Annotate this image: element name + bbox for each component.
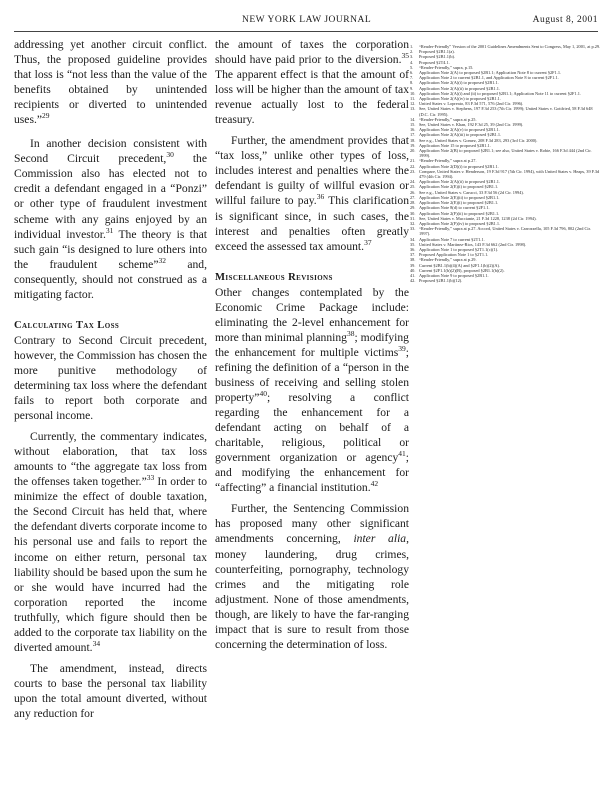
endnote-text: “Reader-Friendly,” supra at p.27. Accord, United States v. Carrozzella, 105 F.3d 796, 802 (2nd Cir. 1997). [419, 226, 591, 237]
article-column-1 [14, 37, 207, 721]
endnote-number: 27. [410, 194, 416, 200]
endnote-number: 11. [410, 96, 416, 102]
endnote-number: 3. [410, 54, 414, 60]
endnote-text: Application Note 2(E)(i) to proposed §2B1.1. [419, 184, 499, 190]
endnote-text: Application Note 2(E)(i) to proposed §2B1.1. [419, 200, 499, 206]
endnote-text: Application Note 9 to proposed §2B1.1. [419, 272, 489, 278]
endnote-text: Application Note 8(d) to current §2F1.1. [419, 205, 490, 211]
endnote-number: 32. [410, 220, 416, 226]
endnote-number: 7. [410, 75, 414, 81]
endnote-item [410, 226, 602, 236]
header-rule [14, 31, 598, 32]
endnote-text: See e.g., United States v. Carucci, 33 F.3d 56 (2d Cir. 1994). [419, 189, 524, 195]
endnote-text: “Reader-Friendly,” supra at p.27. [419, 158, 477, 164]
paragraph: The amendment, instead, directs courts to base the personal tax liability upon the total amount diverted, without any reduction for [14, 661, 207, 720]
endnote-number: 30. [410, 210, 416, 216]
endnote-number: 23. [410, 168, 416, 174]
endnote-number: 16. [410, 127, 416, 133]
endnote-text: Application Note 2(F)(ii) to proposed §2B1.1. [419, 210, 500, 216]
endnote-number: 35. [410, 241, 416, 247]
paragraph: Further, the amendment provides that “tax loss,” unlike other types of loss, includes interest and penalties where the defendant is guilty of willful evasion or willful failure to pay.$^{36}$ This clarification is significant since, in such cases, the interest and penalties often greatly exceed the assessed tax amount.$^{37}$ [215, 134, 409, 253]
endnote-number: 15. [410, 122, 416, 128]
endnote-number: 34. [410, 236, 416, 242]
endnote-text: See, United States v. Mucciante, 21 F.3d 1228, 1238 (2d Cir. 1994). [419, 215, 537, 221]
page-header [14, 7, 598, 27]
endnote-number: 5. [410, 64, 414, 70]
endnote-text: Application Note 2(A)(iii) to proposed §2B1.1. [419, 132, 502, 138]
article-column-2 [215, 37, 409, 652]
endnote-text: “Reader-Friendly,” supra, p.15. [419, 64, 474, 70]
endnote-number: 4. [410, 59, 414, 65]
endnote-number: 31. [410, 215, 416, 221]
paragraph: Contrary to Second Circuit precedent, however, the Commission has chosen the more punitive methodology of determining tax loss where the defendant fails to report both corporate and personal income. [14, 333, 207, 423]
endnote-text: Compare, United States v. Henderson, 19 F.3d 917 (5th Cir. 1994), with United States v. Heaps, 39 F.3d 479 (4th Cir. 1994). [419, 168, 600, 180]
endnote-text: Application Note 2(A)(ii) to proposed §2B1.1. [419, 179, 500, 185]
endnote-number: 25. [410, 184, 416, 190]
endnote-text: Proposed Application Note 1 to §2T1.1. [419, 252, 489, 258]
endnote-text: United States v. Martinez-Rios, 143 F.3d 662 (2nd Cir. 1998). [419, 241, 527, 247]
endnote-text: Proposed §2T4.1. [419, 59, 450, 65]
endnote-text: “Reader-Friendly,” supra at p.25. [419, 116, 477, 122]
endnote-text: Proposed §2B1.1(b)(12). [419, 278, 463, 284]
endnote-text: Application Note 2(D)(i) to proposed §2B1.1. [419, 163, 499, 169]
section-heading: Calculating Tax Loss [14, 319, 120, 331]
endnote-number: 42. [410, 278, 416, 284]
endnote-text: Current §2B1.1(b)(4)(A) and §2F1.1(b)(2)(A). [419, 262, 501, 268]
endnote-number: 1. [410, 44, 414, 49]
endnote-text: Proposed §2B1.1(b). [419, 54, 456, 60]
endnote-item [410, 106, 602, 116]
endnote-number: 39. [410, 262, 416, 268]
endnote-item [410, 148, 602, 158]
endnote-number: 9. [410, 85, 414, 91]
endnote-number: 33. [410, 226, 416, 232]
endnote-text: Application Note 2(A)(iv) to proposed §2B1.1. [419, 96, 501, 102]
endnote-number: 19. [410, 142, 416, 148]
endnote-text: See e.g., United States v. Gomez, 208 F.3d 283, 293 (3rd Cir. 2000). [419, 137, 538, 143]
endnote-text: Application Note 1 to proposed §2T1.1(c)(1). [419, 246, 499, 252]
endnote-number: 40. [410, 267, 416, 273]
paragraph: Further, the Sentencing Commission has proposed many other significant amendments concerning, inter alia, money laundering, drug crimes, counterfeiting, pornography, technology crimes and the mitigating role adjustment. None of those amendments, though, are likely to have the far-ranging impact that is sure to result from those concerning the determination of loss. [215, 502, 409, 651]
publication-name: NEW YORK LAW JOURNAL [242, 15, 372, 25]
endnote-number: 2. [410, 49, 414, 55]
paragraph: addressing yet another circuit conflict. Thus, the proposed guideline provides that loss is “not less than the value of the benefits obtained by unintended recipients or diverted to unintended uses.”$^{29}$ [14, 38, 207, 127]
section-heading: Miscellaneous Revisions [215, 271, 333, 283]
endnote-text: Application Note 15 to proposed §2B1.1. [419, 142, 491, 148]
endnote-number: 29. [410, 205, 416, 211]
endnote-number: 26. [410, 189, 416, 195]
endnote-number: 18. [410, 137, 416, 143]
endnote-number: 28. [410, 200, 416, 206]
endnote-text: Application Note 2(A)(ii) to proposed §2B1.1. [419, 85, 500, 91]
endnote-text: Application Note 2(E)(ii) to proposed §2B1.1. [419, 194, 500, 200]
endnote-number: 24. [410, 179, 416, 185]
endnote-number: 20. [410, 148, 416, 154]
endnote-text: Application Note 2(A)(i) to proposed §2B1.1. [419, 80, 499, 86]
endnote-item [410, 169, 602, 179]
endnote-text: See, United States v. Stephens, 197 F.3d 253 (7th Cir. 1999); United States v. Gottfried, 58 F.3d 648 (D.C. Cir. 1995). [419, 106, 593, 117]
endnote-number: 21. [410, 158, 416, 164]
paragraph: the amount of taxes the corporation should have paid prior to the diversion.$^{35}$ The apparent effect is that the amount of loss will be higher than the amount of tax revenue actually lost to the federal treasury. [215, 38, 409, 127]
endnote-text: Application Note 2(A)(v) to proposed §2B1.1. [419, 127, 500, 133]
endnote-text: Application Note 2(F)(iv) to proposed §2B1.1. [419, 220, 501, 226]
endnote-number: 10. [410, 90, 416, 96]
endnote-number: 8. [410, 80, 414, 86]
paragraph: In another decision consistent with Second Circuit precedent,$^{30}$ the Commission also has elected not to credit a defendant engaged in a “Ponzi” or other type of fraudulent investment scheme with any gains enjoyed by an individual investor.$^{31}$ The theory is that such gain “is designed to lure others into the fraudulent scheme”$^{32}$ and, consequently, should not construed as a mitigating factor. [14, 137, 208, 301]
endnote-text: See, United States v. Khan, 192 F.3d 25, 39 (2nd Cir. 1999). [419, 122, 524, 128]
endnote-number: 36. [410, 246, 416, 252]
endnote-text: Current §2F1.1(b)(2)(B), proposed §2B1.1(b)(2). [419, 267, 505, 273]
endnote-number: 38. [410, 257, 416, 263]
issue-date: August 8, 2001 [532, 15, 598, 25]
endnote-text: Application Note 7 to current §2T1.1. [419, 236, 485, 242]
endnote-text: Proposed §2B1.1(a). [419, 49, 455, 55]
endnote-text: “Reader-Friendly” Version of the 2001 Guidelines Amendments Sent to Congress, May 1, 2001, at p.29. [419, 44, 601, 49]
endnote-number: 6. [410, 70, 414, 76]
endnotes [410, 44, 602, 283]
endnote-text: United States v. Lopreato, 83 F.3d 571, 576 (2nd Cir. 1996). [419, 101, 524, 107]
paragraph: Currently, the commentary indicates, without elaboration, that tax loss amounts to “the aggregate tax loss from the offenses taken together.”$^{33}$ In order to minimize the effect of double taxation, the Second Circuit has held that, where the defendant diverts corporate income to his personal use and fails to report the income on either return, personal tax liability should be based upon the sum he or she would have incurred had the corporation reported the income truthfully, which figure should then be added to the corporate tax liability on the diverted amount.$^{34}$ [14, 430, 207, 654]
endnote-number: 17. [410, 132, 416, 138]
endnotes-list [410, 44, 602, 283]
paragraph: Other changes contemplated by the Economic Crime Package include: eliminating the 2-level enhancement for more than minimal planning$^{38}$; modifying the enhancement for multiple victims$^{39}$; refining the definition of a “person in the business of receiving and selling stolen property”$^{40}$; resolving a conflict regarding the enhancement for a defendant acting on behalf of a charitable, religious, political or government organization or agency$^{41}$; and modifying the enhancement for “affecting” a financial institution.$^{42}$ [215, 285, 409, 495]
endnote-number: 22. [410, 163, 416, 169]
endnote-number: 12. [410, 101, 416, 107]
endnote-text: Application Note 2(A) to proposed §2B1.1; Application Note 8 to current §2F1.1. [419, 70, 562, 76]
endnote-item [410, 278, 602, 283]
endnote-number: 37. [410, 252, 416, 258]
endnote-number: 13. [410, 106, 416, 112]
endnote-text: Application Note 2(A)(i) and (ii) to proposed §2B1.1; Application Note 11 to current §2F1.1. [419, 90, 581, 96]
endnote-text: Application Note 2 to current §2B1.1, and Application Note 8 to current §2F1.1. [419, 75, 559, 81]
endnote-number: 41. [410, 272, 416, 278]
endnote-number: 14. [410, 116, 416, 122]
endnote-text: Application Note 2(B) to proposed §2B1.1; see also, United States v. Robie, 166 F.3d 444 (2nd Cir. 1999). [419, 148, 592, 159]
endnote-text: “Reader-Friendly,” supra at p.29. [419, 257, 477, 263]
